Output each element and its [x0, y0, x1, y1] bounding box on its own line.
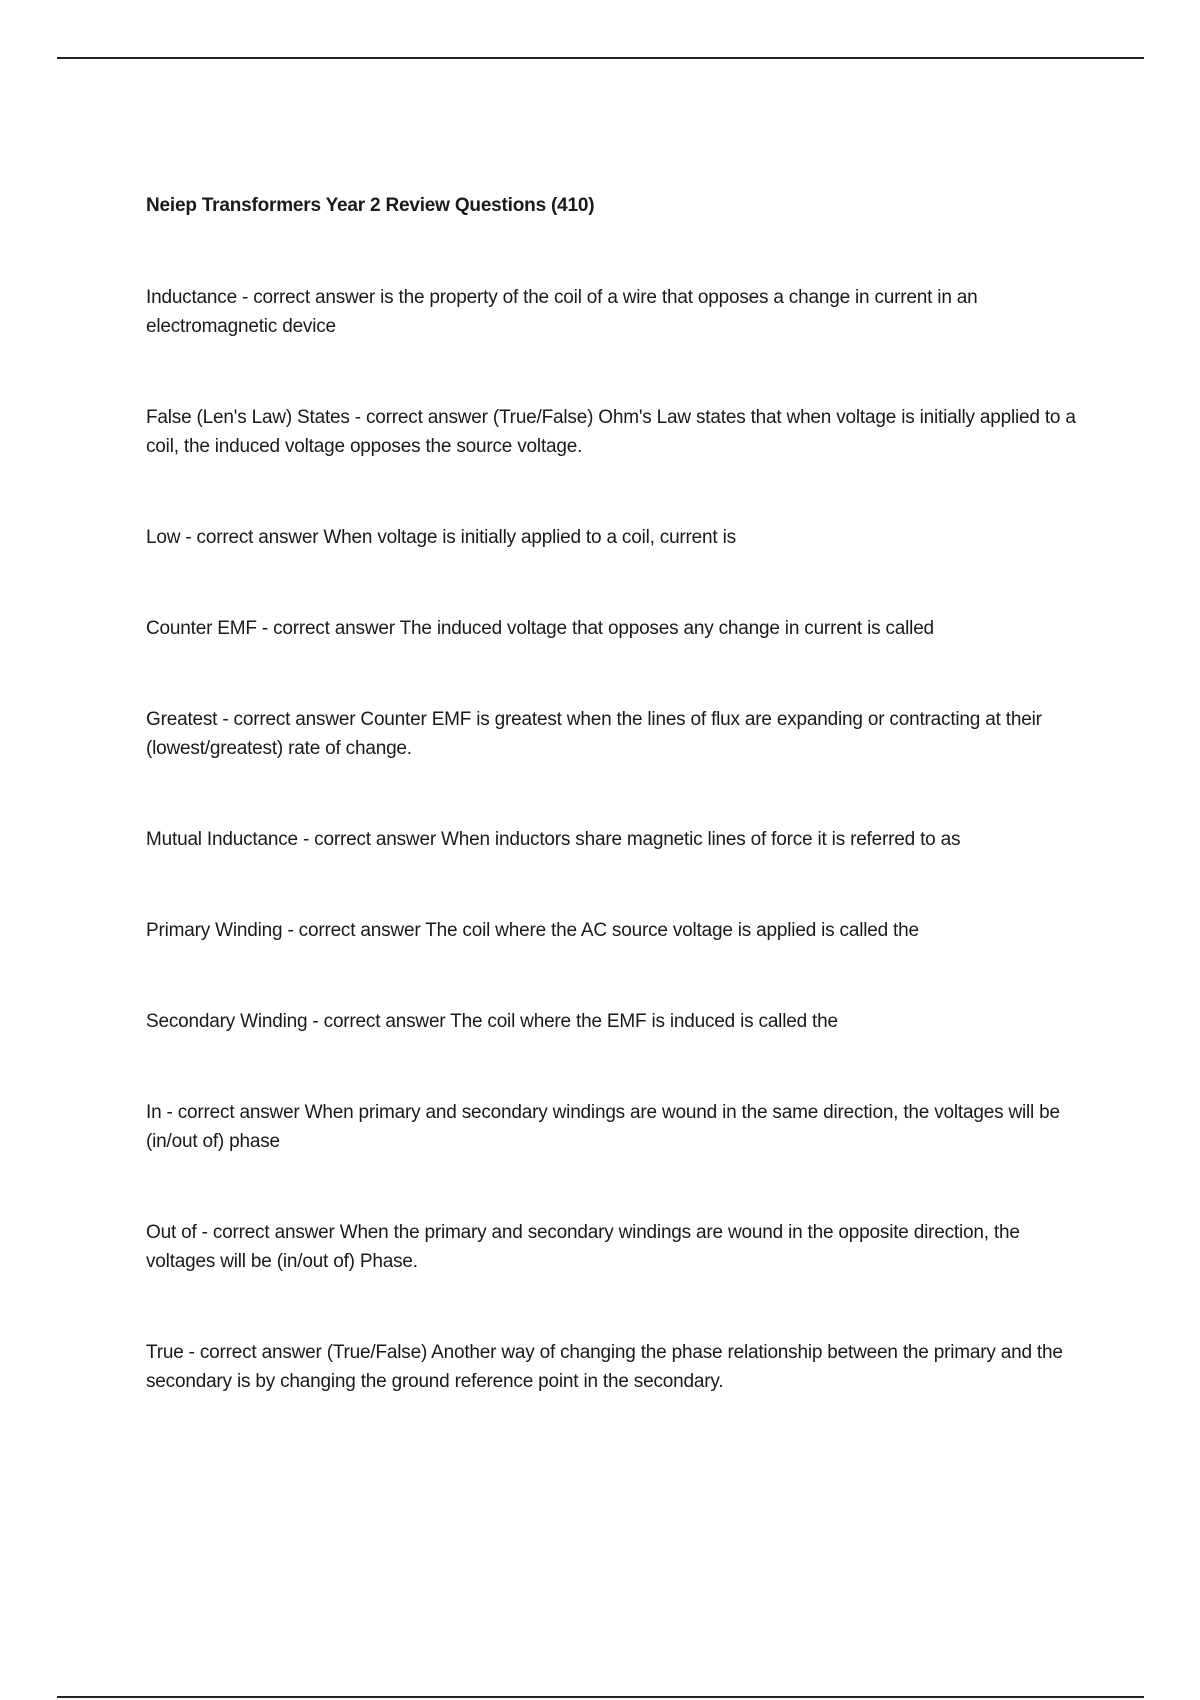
- question-item-out-of-phase: Out of - correct answer When the primary and secondary windings are wound in the opposite direction, the voltages will be (in/out of) Phase.: [146, 1222, 1020, 1272]
- question-item-low: Low - correct answer When voltage is initially applied to a coil, current is: [146, 527, 736, 548]
- question-list: [146, 283, 1091, 1396]
- question-item-lens-law: False (Len's Law) States - correct answer (True/False) Ohm's Law states that when voltage is initially applied to a coil, the induced voltage opposes the source voltage.: [146, 407, 1076, 457]
- question-item-secondary-winding: Secondary Winding - correct answer The coil where the EMF is induced is called the: [146, 1011, 838, 1032]
- header-rule: [57, 57, 1144, 59]
- question-item-counter-emf: Counter EMF - correct answer The induced voltage that opposes any change in current is called: [146, 618, 934, 639]
- question-item-greatest: Greatest - correct answer Counter EMF is greatest when the lines of flux are expanding or contracting at their (lowest/greatest) rate of change.: [146, 709, 1042, 759]
- question-item-inductance: Inductance - correct answer is the property of the coil of a wire that opposes a change in current in an electromagnetic device: [146, 287, 978, 337]
- document-body: [146, 192, 1091, 1458]
- footer-rule: [57, 1696, 1144, 1698]
- question-item-mutual-inductance: Mutual Inductance - correct answer When inductors share magnetic lines of force it is referred to as: [146, 829, 961, 850]
- question-item-primary-winding: Primary Winding - correct answer The coil where the AC source voltage is applied is called the: [146, 920, 919, 941]
- question-item-ground-reference: True - correct answer (True/False) Another way of changing the phase relationship between the primary and the secondary is by changing the ground reference point in the secondary.: [146, 1342, 1063, 1392]
- document-title: Neiep Transformers Year 2 Review Questions (410): [146, 195, 595, 216]
- question-item-in-phase: In - correct answer When primary and secondary windings are wound in the same direction, the voltages will be (in/out of) phase: [146, 1102, 1060, 1152]
